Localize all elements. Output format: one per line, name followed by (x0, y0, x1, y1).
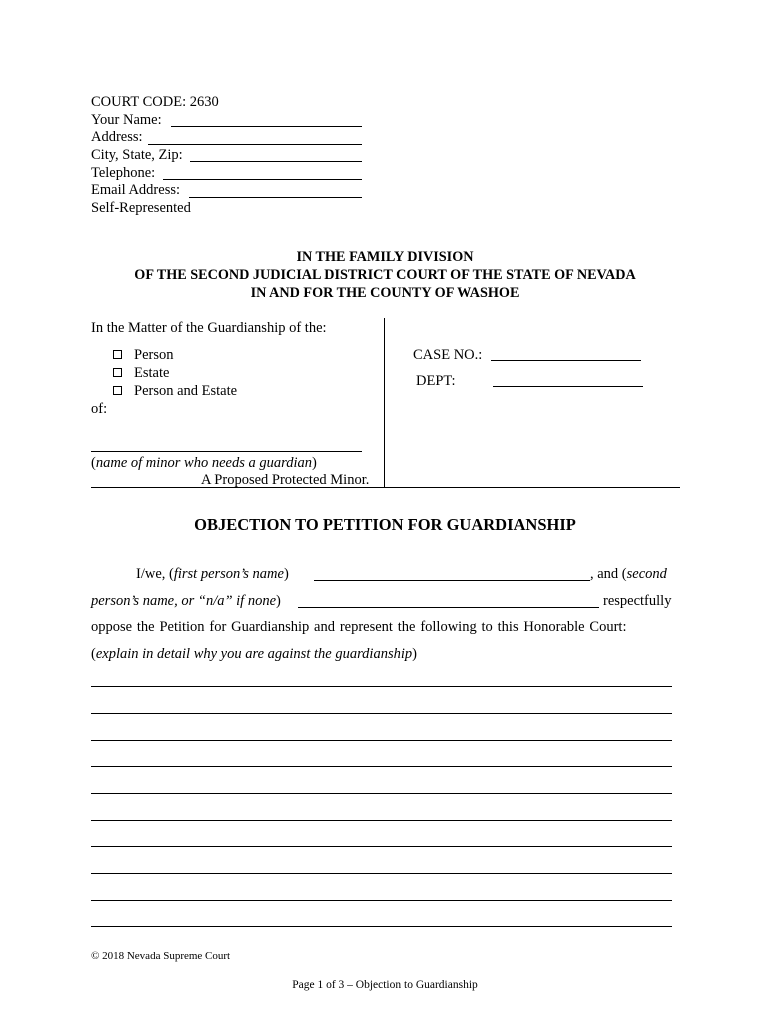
minor-name-hint-text: name of minor who needs a guardian (95, 455, 312, 471)
email-field[interactable] (189, 197, 362, 198)
iwe-text: I/we, ( (136, 566, 174, 582)
option-person-and-estate-label: Person and Estate (134, 383, 238, 399)
caption-bottom-rule (91, 487, 680, 488)
address-label: Address: (91, 129, 143, 146)
explanation-line[interactable] (91, 846, 672, 847)
body-line-3: oppose the Petition for Guardianship and represent the following to this Honorable Court: (91, 619, 627, 635)
option-estate[interactable] (113, 365, 169, 382)
court-county-heading: IN AND FOR THE COUNTY OF WASHOE (250, 285, 520, 301)
option-estate-label: Estate (134, 365, 170, 381)
first-person-field[interactable] (314, 580, 590, 581)
estate-checkbox[interactable] (113, 368, 122, 377)
dept-label: DEPT: (416, 373, 456, 389)
your-name-label: Your Name: (91, 111, 162, 128)
explanation-line[interactable] (91, 686, 672, 687)
caption-divider (384, 318, 385, 488)
city-state-zip-field[interactable] (190, 161, 362, 162)
case-no-label: CASE NO.: (413, 347, 483, 363)
explanation-line[interactable] (91, 766, 672, 767)
explanation-line[interactable] (91, 900, 672, 901)
option-person-and-estate[interactable] (113, 383, 237, 400)
body-line-1-end (590, 566, 667, 583)
option-person[interactable] (113, 347, 173, 364)
of-label: of: (91, 401, 108, 417)
court-name-heading: OF THE SECOND JUDICIAL DISTRICT COURT OF THE STATE OF NEVADA (134, 267, 636, 283)
explanation-line[interactable] (91, 873, 672, 874)
address-field[interactable] (148, 144, 362, 145)
explanation-line[interactable] (91, 793, 672, 794)
page-number: Page 1 of 3 – Objection to Guardianship (292, 979, 478, 991)
second-hint-a: second (626, 566, 667, 582)
email-label: Email Address: (91, 182, 181, 199)
proposed-minor-label: A Proposed Protected Minor. (201, 472, 370, 488)
and-text: , and ( (590, 566, 627, 582)
explain-hint: explain in detail why you are against the guardianship (95, 646, 413, 662)
body-line-2: person’s name, or “n/a” if none) (91, 593, 281, 609)
self-represented-label: Self-Represented (91, 200, 191, 217)
body-line-1: I/we, (first person’s name) (136, 566, 289, 582)
respectfully-text: respectfully (603, 593, 672, 609)
explanation-line[interactable] (91, 820, 672, 821)
case-no-field[interactable] (491, 360, 641, 361)
person-and-estate-checkbox[interactable] (113, 386, 122, 395)
court-division-heading: IN THE FAMILY DIVISION (296, 249, 474, 265)
telephone-field[interactable] (163, 179, 362, 180)
option-person-label: Person (134, 347, 174, 363)
explanation-line[interactable] (91, 713, 672, 714)
second-person-hint: person’s name, or “n/a” if none (91, 593, 277, 609)
first-person-hint: first person’s name (173, 566, 284, 582)
copyright-notice: © 2018 Nevada Supreme Court (91, 950, 231, 962)
city-state-zip-label: City, State, Zip: (91, 147, 183, 164)
matter-label: In the Matter of the Guardianship of the: (91, 320, 327, 336)
second-person-field[interactable] (298, 607, 599, 608)
body-line-4: (explain in detail why you are against the guardianship) (91, 646, 417, 662)
explanation-line[interactable] (91, 926, 672, 927)
minor-name-hint: (name of minor who needs a guardian) (91, 455, 317, 471)
dept-field[interactable] (493, 386, 643, 387)
filer-info-block (91, 94, 219, 218)
document-title: OBJECTION TO PETITION FOR GUARDIANSHIP (194, 515, 576, 534)
telephone-label: Telephone: (91, 164, 156, 181)
explanation-line[interactable] (91, 740, 672, 741)
person-checkbox[interactable] (113, 350, 122, 359)
minor-name-field[interactable] (91, 451, 362, 452)
court-code: COURT CODE: 2630 (91, 94, 219, 110)
your-name-field[interactable] (171, 126, 362, 127)
